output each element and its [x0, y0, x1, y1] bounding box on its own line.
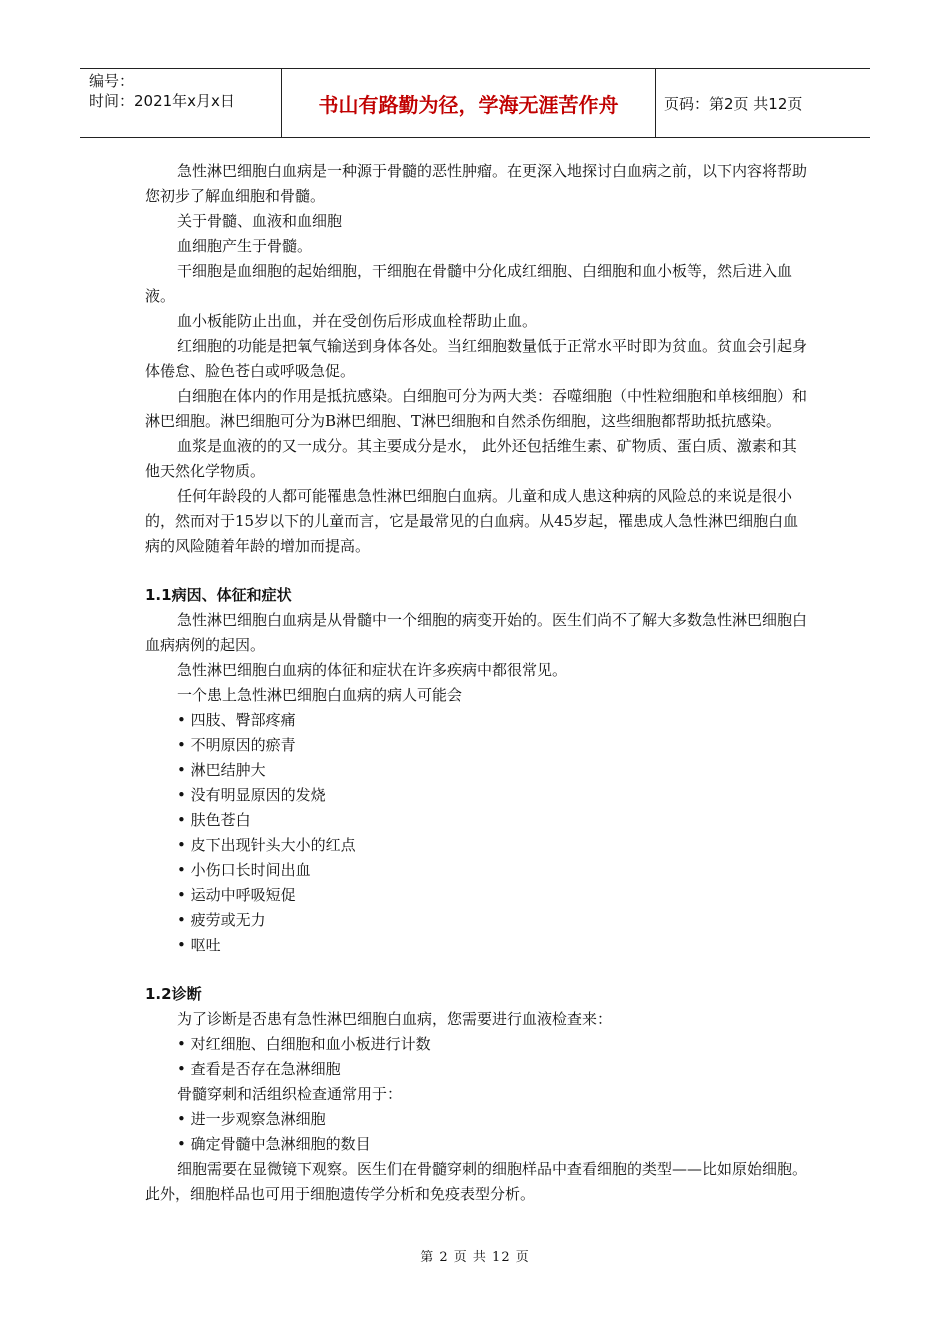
- paragraph: 细胞需要在显微镜下观察。医生们在骨髓穿刺的细胞样品中查看细胞的类型——比如原始细胞。此外，细胞样品也可用于细胞遗传学分析和免疫表型分析。: [145, 1160, 808, 1203]
- header-info-cell: [80, 69, 282, 137]
- paragraph: 任何年龄段的人都可能罹患急性淋巴细胞白血病。儿童和成人患这种病的风险总的来说是很小的，然而对于15岁以下的儿童而言，它是最常见的白血病。从45岁起，罹患成人急性淋巴细胞白血病的风险随着年龄的增加而提高。: [145, 487, 799, 555]
- page-footer: 第 2 页 共 12 页: [420, 1250, 530, 1265]
- paragraph: 关于骨髓、血液和血细胞: [177, 212, 343, 230]
- paragraph: 急性淋巴细胞白血病是从骨髓中一个细胞的病变开始的。医生们尚不了解大多数急性淋巴细胞白血病病例的起因。: [145, 611, 808, 654]
- list-item: • 肤色苍白: [177, 811, 251, 829]
- list-item: • 四肢、臀部疼痛: [177, 711, 296, 729]
- paragraph: 血细胞产生于骨髓。: [177, 237, 313, 255]
- paragraph: 急性淋巴细胞白血病的体征和症状在许多疾病中都很常见。: [177, 661, 568, 679]
- document-number-label: 编号：: [89, 72, 135, 90]
- header-page-code: 页码：第2页 共12页: [664, 94, 803, 113]
- paragraph: 骨髓穿刺和活组织检查通常用于：: [177, 1085, 403, 1103]
- list-item: • 没有明显原因的发烧: [177, 786, 326, 804]
- paragraph: 为了诊断是否患有急性淋巴细胞白血病，您需要进行血液检查来：: [177, 1010, 613, 1028]
- list-item: • 疲劳或无力: [177, 911, 266, 929]
- page-header: [80, 68, 870, 138]
- list-item: • 小伤口长时间出血: [177, 861, 311, 879]
- list-item: • 对红细胞、白细胞和血小板进行计数: [177, 1035, 431, 1053]
- list-item: • 皮下出现针头大小的红点: [177, 836, 356, 854]
- paragraph: 血浆是血液的的又一成分。其主要成分是水， 此外还包括维生素、矿物质、蛋白质、激素和其他天然化学物质。: [145, 437, 797, 480]
- header-motto: 书山有路勤为径，学海无涯苦作舟: [282, 69, 656, 137]
- document-body: [145, 159, 807, 1207]
- list-item: • 不明原因的瘀青: [177, 736, 296, 754]
- section-heading: 1.2诊断: [145, 985, 202, 1003]
- paragraph: 红细胞的功能是把氧气输送到身体各处。当红细胞数量低于正常水平时即为贫血。贫血会引起身体倦怠、脸色苍白或呼吸急促。: [145, 337, 808, 380]
- list-item: • 淋巴结肿大: [177, 761, 266, 779]
- paragraph: 白细胞在体内的作用是抵抗感染。白细胞可分为两大类：吞噬细胞（中性粒细胞和单核细胞）和淋巴细胞。淋巴细胞可分为B淋巴细胞、T淋巴细胞和自然杀伤细胞，这些细胞都帮助抵抗感染。: [145, 387, 808, 430]
- document-date: 时间：2021年x月x日: [89, 92, 235, 110]
- list-item: • 运动中呼吸短促: [177, 886, 296, 904]
- list-item: • 呕吐: [177, 936, 221, 954]
- list-item: • 查看是否存在急淋细胞: [177, 1060, 341, 1078]
- paragraph: 干细胞是血细胞的起始细胞，干细胞在骨髓中分化成红细胞、白细胞和血小板等，然后进入血液。: [145, 262, 793, 305]
- paragraph: 急性淋巴细胞白血病是一种源于骨髓的恶性肿瘤。在更深入地探讨白血病之前，以下内容将帮助您初步了解血细胞和骨髓。: [145, 162, 808, 205]
- paragraph: 一个患上急性淋巴细胞白血病的病人可能会: [177, 686, 463, 704]
- paragraph: 血小板能防止出血，并在受创伤后形成血栓帮助止血。: [177, 312, 538, 330]
- section-heading: 1.1病因、体征和症状: [145, 586, 292, 604]
- list-item: • 进一步观察急淋细胞: [177, 1110, 326, 1128]
- list-item: • 确定骨髓中急淋细胞的数目: [177, 1135, 371, 1153]
